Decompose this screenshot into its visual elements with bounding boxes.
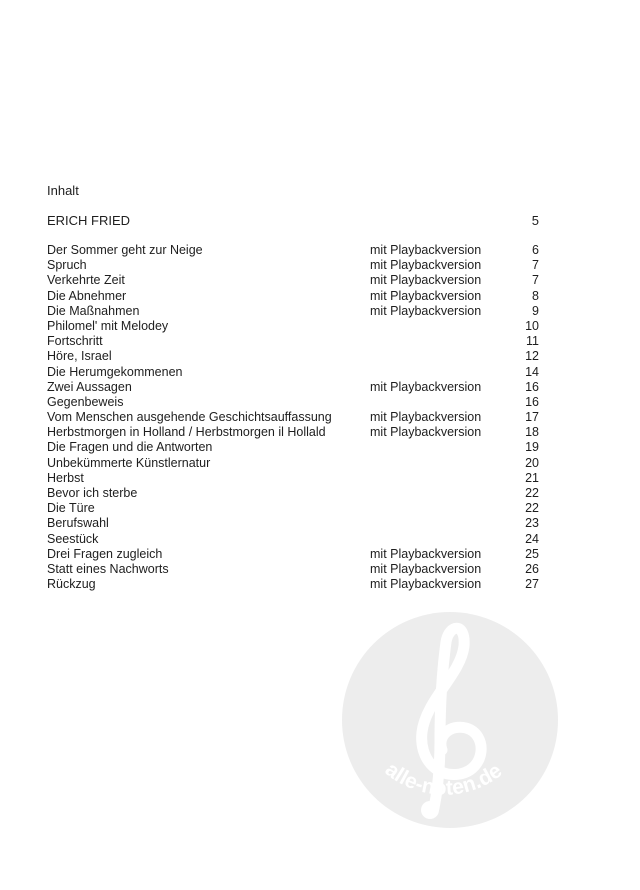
toc-entry-page-number: 23 — [525, 516, 539, 531]
toc-entry — [47, 501, 539, 516]
toc-entry — [47, 380, 539, 395]
toc-entry-note: mit Playbackversion — [370, 273, 482, 288]
toc-entry-title: Die Abnehmer — [47, 288, 127, 303]
toc-entry — [47, 304, 539, 319]
toc-entry-note: mit Playbackversion — [370, 288, 482, 303]
toc-entry-title: Verkehrte Zeit — [47, 273, 125, 288]
toc-entry — [47, 425, 539, 440]
toc-entry-page-number: 25 — [525, 546, 539, 561]
page-title: Inhalt — [47, 183, 79, 198]
author-name: ERICH FRIED — [47, 213, 131, 228]
toc-entry-title: Spruch — [47, 258, 87, 273]
toc-entry-title: Die Maßnahmen — [47, 303, 140, 318]
toc-entry-page-number: 22 — [525, 486, 539, 500]
toc-entry-title: Gegenbeweis — [47, 394, 124, 409]
toc-entry-page-number: 10 — [525, 318, 539, 333]
author-page-number: 5 — [531, 213, 539, 228]
toc-entry — [47, 365, 539, 380]
toc-entry-title: Philomel' mit Melodey — [47, 318, 169, 333]
toc-entry — [47, 516, 539, 531]
toc-entry-page-number: 18 — [525, 425, 539, 440]
toc-entry-title: Fortschritt — [47, 334, 103, 349]
toc-entry-page-number: 21 — [525, 470, 539, 485]
watermark-text: alle-noten.de — [380, 757, 507, 800]
toc-entry-note: mit Playbackversion — [370, 243, 482, 257]
toc-entry — [47, 349, 539, 364]
toc-entry — [47, 471, 539, 486]
toc-entry-note: mit Playbackversion — [370, 577, 482, 592]
toc-entry — [47, 486, 539, 501]
toc-entry-page-number: 14 — [525, 364, 539, 379]
toc-entry — [47, 289, 539, 304]
toc-entry-title: Bevor ich sterbe — [47, 486, 138, 500]
toc-entry-title: Der Sommer geht zur Neige — [47, 243, 203, 257]
toc-entry-note: mit Playbackversion — [370, 258, 482, 273]
toc-entry-page-number: 27 — [525, 577, 539, 592]
toc-entry-note: mit Playbackversion — [370, 546, 482, 561]
toc-entry — [47, 456, 539, 471]
toc-entry-page-number: 16 — [525, 379, 539, 394]
toc-entry-title: Rückzug — [47, 577, 96, 592]
toc-entry-title: Seestück — [47, 531, 99, 546]
toc-entry-title: Herbst — [47, 470, 84, 485]
toc-entry-page-number: 16 — [525, 394, 539, 409]
toc-entry-title: Unbekümmerte Künstlernatur — [47, 455, 211, 470]
toc-entry — [47, 243, 539, 258]
toc-entry-note: mit Playbackversion — [370, 379, 482, 394]
toc-entry-page-number: 9 — [532, 303, 539, 318]
toc-entry — [47, 319, 539, 334]
toc-entry-page-number: 22 — [525, 501, 539, 516]
toc-entry-title: Die Türe — [47, 501, 95, 516]
toc-entry-page-number: 26 — [525, 561, 539, 576]
toc-entry-page-number: 11 — [526, 334, 539, 349]
toc-entry-page-number: 8 — [532, 288, 539, 303]
toc-entry — [47, 577, 539, 592]
toc-entry-page-number: 7 — [532, 258, 539, 273]
table-of-contents — [47, 243, 539, 592]
toc-entry — [47, 395, 539, 410]
toc-entry-title: Zwei Aussagen — [47, 379, 132, 394]
toc-entry-page-number: 12 — [525, 349, 539, 364]
toc-entry-title: Vom Menschen ausgehende Geschichtsauffassung — [47, 410, 332, 425]
author-row — [47, 213, 539, 229]
toc-entry-page-number: 19 — [525, 440, 539, 455]
toc-entry-page-number: 24 — [525, 531, 539, 546]
toc-entry-page-number: 20 — [525, 455, 539, 470]
toc-entry-title: Herbstmorgen in Holland / Herbstmorgen il Hollald — [47, 425, 326, 440]
toc-entry-title: Die Herumgekommenen — [47, 364, 183, 379]
toc-entry — [47, 258, 539, 273]
watermark-logo — [342, 612, 558, 828]
toc-entry — [47, 440, 539, 455]
toc-entry — [47, 273, 539, 288]
toc-entry-title: Die Fragen und die Antworten — [47, 440, 213, 455]
toc-entry-note: mit Playbackversion — [370, 303, 482, 318]
toc-entry-title: Berufswahl — [47, 516, 109, 531]
toc-entry — [47, 410, 539, 425]
toc-entry — [47, 547, 539, 562]
toc-entry-note: mit Playbackversion — [370, 410, 482, 425]
toc-entry — [47, 334, 539, 349]
toc-entry-title: Höre, Israel — [47, 349, 112, 364]
toc-entry-page-number: 7 — [532, 273, 539, 288]
toc-entry-note: mit Playbackversion — [370, 561, 482, 576]
toc-entry-title: Drei Fragen zugleich — [47, 546, 163, 561]
toc-entry-page-number: 17 — [525, 410, 539, 425]
toc-entry — [47, 562, 539, 577]
toc-entry-title: Statt eines Nachworts — [47, 561, 169, 576]
toc-entry-page-number: 6 — [532, 243, 539, 257]
toc-entry — [47, 532, 539, 547]
toc-entry-note: mit Playbackversion — [370, 425, 482, 440]
